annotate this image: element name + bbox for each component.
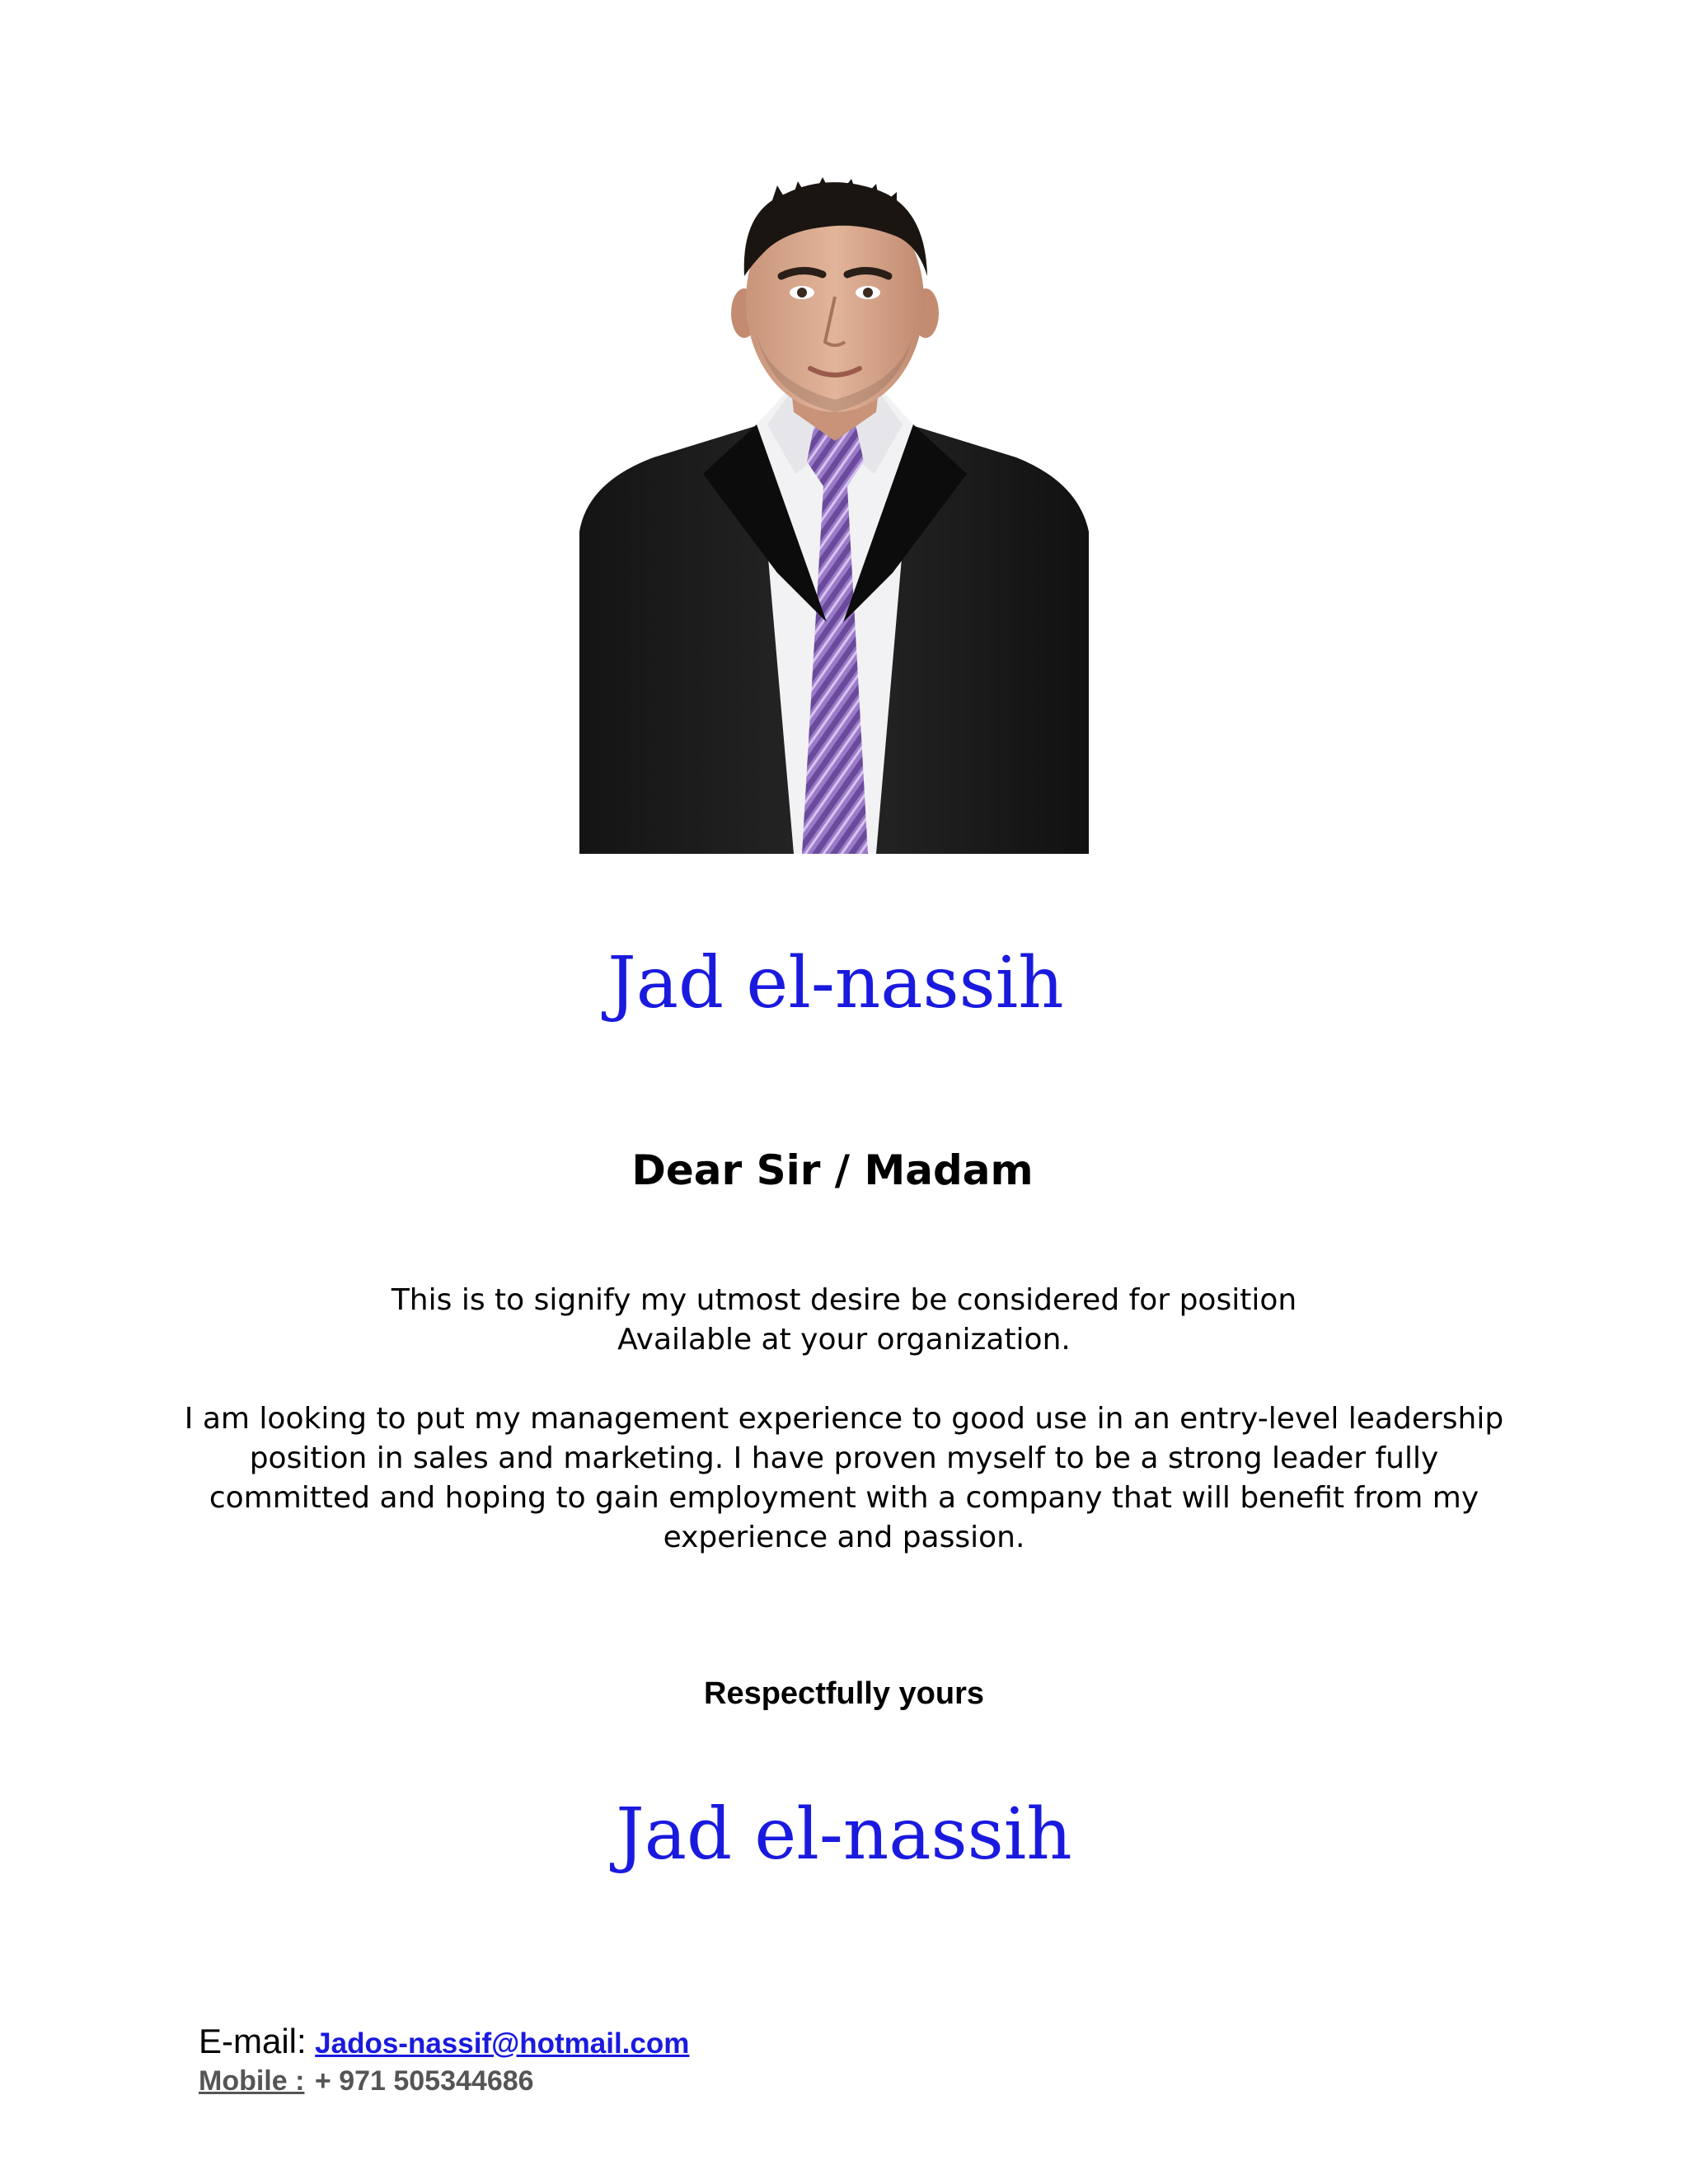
body-line: I am looking to put my management experience to good use in an entry-level leadership [184,1402,1504,1436]
profile-photo [579,177,1089,854]
salutation: Dear Sir / Madam [631,1146,1034,1194]
intro-line: Available at your organization. [617,1323,1071,1357]
intro-line: This is to signify my utmost desire be considered for position [391,1283,1297,1317]
email-link[interactable]: Jados-nassif@hotmail.com [315,2027,690,2060]
portrait-illustration [579,177,1089,854]
body-line: experience and passion. [663,1521,1025,1554]
mobile-label: Mobile : [199,2065,305,2097]
body-line: committed and hoping to gain employment with a company that will benefit from my [209,1481,1479,1515]
signature-name: Jad el-nassih [616,1793,1072,1876]
email-row [199,2024,689,2059]
applicant-name: Jad el-nassih [607,942,1064,1024]
mobile-number: + 971 505344686 [314,2065,534,2097]
intro-paragraph [0,1281,1688,1360]
mobile-row [199,2067,534,2095]
closing: Respectfully yours [704,1676,984,1711]
body-paragraph [0,1399,1688,1558]
email-label: E-mail: [199,2022,307,2060]
body-line: position in sales and marketing. I have proven myself to be a strong leader fully [249,1441,1439,1475]
